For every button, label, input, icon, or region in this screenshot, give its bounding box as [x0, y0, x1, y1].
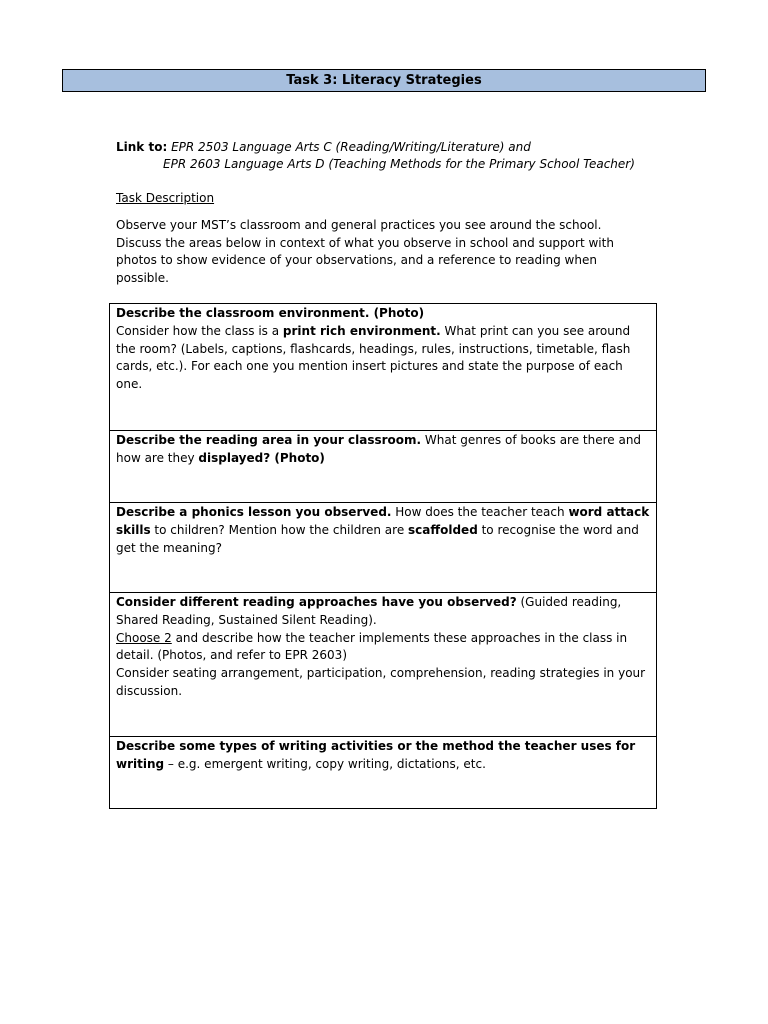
- row-heading: Describe the reading area in your classroom.: [116, 433, 422, 447]
- task-cell: [110, 431, 657, 503]
- row-text: (Guided reading, Shared Reading, Sustained Silent Reading).: [116, 595, 622, 627]
- row-text: What genres of books are there and how are they: [116, 433, 642, 465]
- row-heading: Consider different reading approaches have you observed?: [116, 595, 517, 609]
- task-cell: [110, 304, 657, 431]
- task-description-text: Observe your MST’s classroom and general practices you see around the school. Discuss the areas below in context of what you observe in school and support with photos to show evidence of your observations, and a reference to reading when possible.: [116, 218, 614, 285]
- row-text: to children? Mention how the children are: [150, 522, 409, 537]
- task-cell: [110, 503, 657, 593]
- row-text: Consider how the class is a: [116, 323, 283, 338]
- task-row-writing-activities: [110, 737, 657, 809]
- row-text: – e.g. emergent writing, copy writing, dictations, etc.: [164, 756, 486, 771]
- row-text: What print can you see around the room? (Labels, captions, flashcards, headings, rules, instructions, timetable, flash cards, etc.). For each one you mention insert pictures and state the purpose of each one.: [116, 323, 631, 392]
- row-underlined: Choose 2: [116, 630, 172, 645]
- link-course-2: EPR 2603 Language Arts D (Teaching Methods for the Primary School Teacher): [163, 157, 635, 171]
- row-heading: Describe the classroom environment. (Photo): [116, 306, 425, 320]
- link-label: Link to:: [116, 140, 168, 154]
- row-emphasis: displayed? (Photo): [198, 450, 325, 465]
- link-line-2: [116, 156, 676, 173]
- title-bar: [62, 69, 706, 92]
- task-table: [109, 303, 657, 809]
- task-row-phonics-lesson: [110, 503, 657, 593]
- task-row-reading-area: [110, 431, 657, 503]
- row-emphasis: print rich environment.: [282, 323, 441, 338]
- row-text: Consider seating arrangement, participation, comprehension, reading strategies in your discussion.: [116, 666, 646, 698]
- row-emphasis: word attack skills: [116, 505, 650, 537]
- link-block: [116, 139, 676, 173]
- task-cell: [110, 737, 657, 809]
- task-row-reading-approaches: [110, 593, 657, 737]
- row-text: and describe how the teacher implements these approaches in the class in detail. (Photos, and refer to EPR 2603): [116, 630, 628, 663]
- row-heading: Describe some types of writing activities or the method the teacher uses for writing: [116, 739, 636, 771]
- row-heading: Describe a phonics lesson you observed.: [116, 505, 392, 519]
- link-course-1: EPR 2503 Language Arts C (Reading/Writing/Literature) and: [171, 140, 531, 154]
- task-description-heading: Task Description: [116, 191, 215, 205]
- row-text: to recognise the word and get the meaning?: [116, 522, 639, 555]
- link-line-1: [116, 139, 676, 156]
- task-cell: [110, 593, 657, 737]
- page-title: Task 3: Literacy Strategies: [286, 73, 482, 88]
- row-text: How does the teacher teach: [391, 505, 569, 519]
- row-emphasis: scaffolded: [408, 522, 478, 537]
- task-row-classroom-environment: [110, 304, 657, 431]
